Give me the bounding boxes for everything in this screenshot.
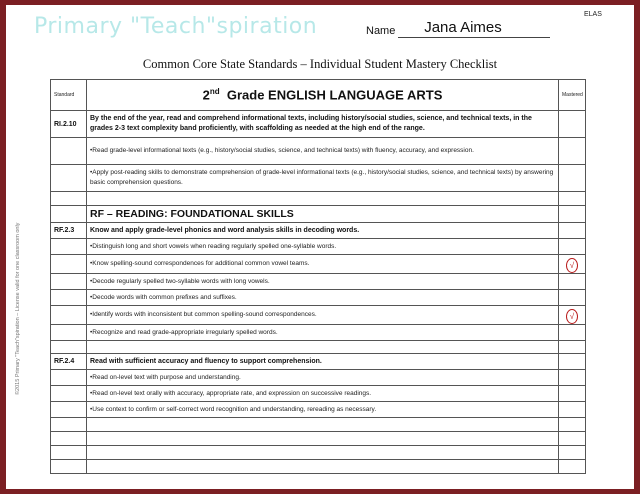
standard-code: RI.2.10 [51,111,87,138]
skill-item: •Recognize and read grade-appropriate irregularly spelled words. [87,325,559,341]
standard-code [51,255,87,274]
standard-code [51,239,87,255]
table-row [51,192,586,206]
section-heading: RF – READING: FOUNDATIONAL SKILLS [87,206,559,223]
mastery-checklist-table [50,79,586,474]
standard-code [51,192,87,206]
grade-suffix: nd [209,87,220,97]
mastered-cell[interactable] [559,460,586,474]
mastered-cell[interactable] [559,165,586,192]
skill-item [87,460,559,474]
standard-column-header: Standard [51,80,87,111]
mastered-cell[interactable] [559,111,586,138]
table-row [51,386,586,402]
mastered-column-header: Mastered [559,80,586,111]
table-row [51,239,586,255]
standard-description: By the end of the year, read and comprehend informational texts, including history/social studies, science, and technical texts, in the grades 2-3 text complexity band proficiently, with scaffolding as needed at the high end of the range. [87,111,559,138]
table-row [51,341,586,354]
mastered-cell[interactable] [559,138,586,165]
standard-code [51,432,87,446]
standard-code: RF.2.4 [51,354,87,370]
mastered-cell[interactable] [559,223,586,239]
skill-item: •Read on-level text orally with accuracy, appropriate rate, and expression on successive readings. [87,386,559,402]
standard-code [51,402,87,418]
mastered-cell[interactable] [559,370,586,386]
table-row [51,402,586,418]
skill-item: •Apply post-reading skills to demonstrate comprehension of grade-level informational texts (e.g., history/social studies, science, and technical texts) by answering basic comprehension questions. [87,165,559,192]
mastered-cell[interactable] [559,255,586,274]
mastered-cell[interactable] [559,446,586,460]
grade-title-text: Grade ENGLISH LANGUAGE ARTS [226,87,443,103]
checkmark-icon: √ [566,258,578,273]
checkmark-icon: √ [566,309,578,324]
mastered-cell[interactable] [559,432,586,446]
table-row [51,138,586,165]
name-line [398,37,550,38]
skill-item: •Read on-level text with purpose and understanding. [87,370,559,386]
standard-code [51,165,87,192]
skill-item: •Decode words with common prefixes and suffixes. [87,290,559,306]
skill-item: •Distinguish long and short vowels when reading regularly spelled one-syllable words. [87,239,559,255]
name-label: Name [366,25,396,37]
mastered-cell[interactable] [559,192,586,206]
skill-item: •Know spelling-sound correspondences for additional common vowel teams. [87,255,559,274]
standard-code [51,206,87,223]
skill-item [87,341,559,354]
skill-item: •Use context to confirm or self-correct word recognition and understanding, rereading as necessary. [87,402,559,418]
table-row [51,290,586,306]
table-row [51,325,586,341]
skill-item [87,446,559,460]
table-row [51,432,586,446]
mastered-cell[interactable] [559,274,586,290]
table-row [51,306,586,325]
student-name[interactable]: Jana Aimes [424,19,502,36]
table-header-row [51,80,586,111]
mastered-cell[interactable] [559,341,586,354]
standard-code [51,274,87,290]
mastered-cell[interactable] [559,290,586,306]
standard-code [51,418,87,432]
table-row [51,206,586,223]
standard-code: RF.2.3 [51,223,87,239]
table-row [51,165,586,192]
table-row [51,255,586,274]
mastered-cell[interactable] [559,418,586,432]
corner-code: ELAS [584,11,602,18]
standard-code [51,460,87,474]
standard-code [51,370,87,386]
mastered-cell[interactable] [559,306,586,325]
standard-code [51,290,87,306]
skill-item [87,432,559,446]
standard-code [51,306,87,325]
skill-item [87,192,559,206]
page-subtitle: Common Core State Standards – Individual Student Mastery Checklist [142,57,498,71]
table-row [51,370,586,386]
table-row [51,274,586,290]
mastered-cell[interactable] [559,386,586,402]
standard-code [51,386,87,402]
mastered-cell[interactable] [559,402,586,418]
table-row [51,111,586,138]
standard-code [51,341,87,354]
mastered-cell[interactable] [559,206,586,223]
table-row [51,354,586,370]
grade-number: 2 [202,87,210,103]
mastered-cell[interactable] [559,239,586,255]
standard-code [51,138,87,165]
table-row [51,418,586,432]
table-row [51,446,586,460]
mastered-cell[interactable] [559,354,586,370]
skill-item [87,418,559,432]
table-row [51,223,586,239]
copyright-side-note: ©2015 Primary "Teach"spiration – License valid for one classroom only [15,222,21,395]
skill-item: •Read grade-level informational texts (e.g., history/social studies, science, and technical texts) with fluency, accuracy, and expression. [87,138,559,165]
skill-item: •Identify words with inconsistent but common spelling-sound correspondences. [87,306,559,325]
mastered-cell[interactable] [559,325,586,341]
standard-code [51,325,87,341]
standard-code [51,446,87,460]
standard-description: Know and apply grade-level phonics and word analysis skills in decoding words. [87,223,559,239]
table-row [51,460,586,474]
standard-description: Read with sufficient accuracy and fluency to support comprehension. [87,354,559,370]
skill-item: •Decode regularly spelled two-syllable words with long vowels. [87,274,559,290]
grade-title [87,80,559,111]
brand-logo-text: Primary "Teach"spiration [34,14,318,39]
